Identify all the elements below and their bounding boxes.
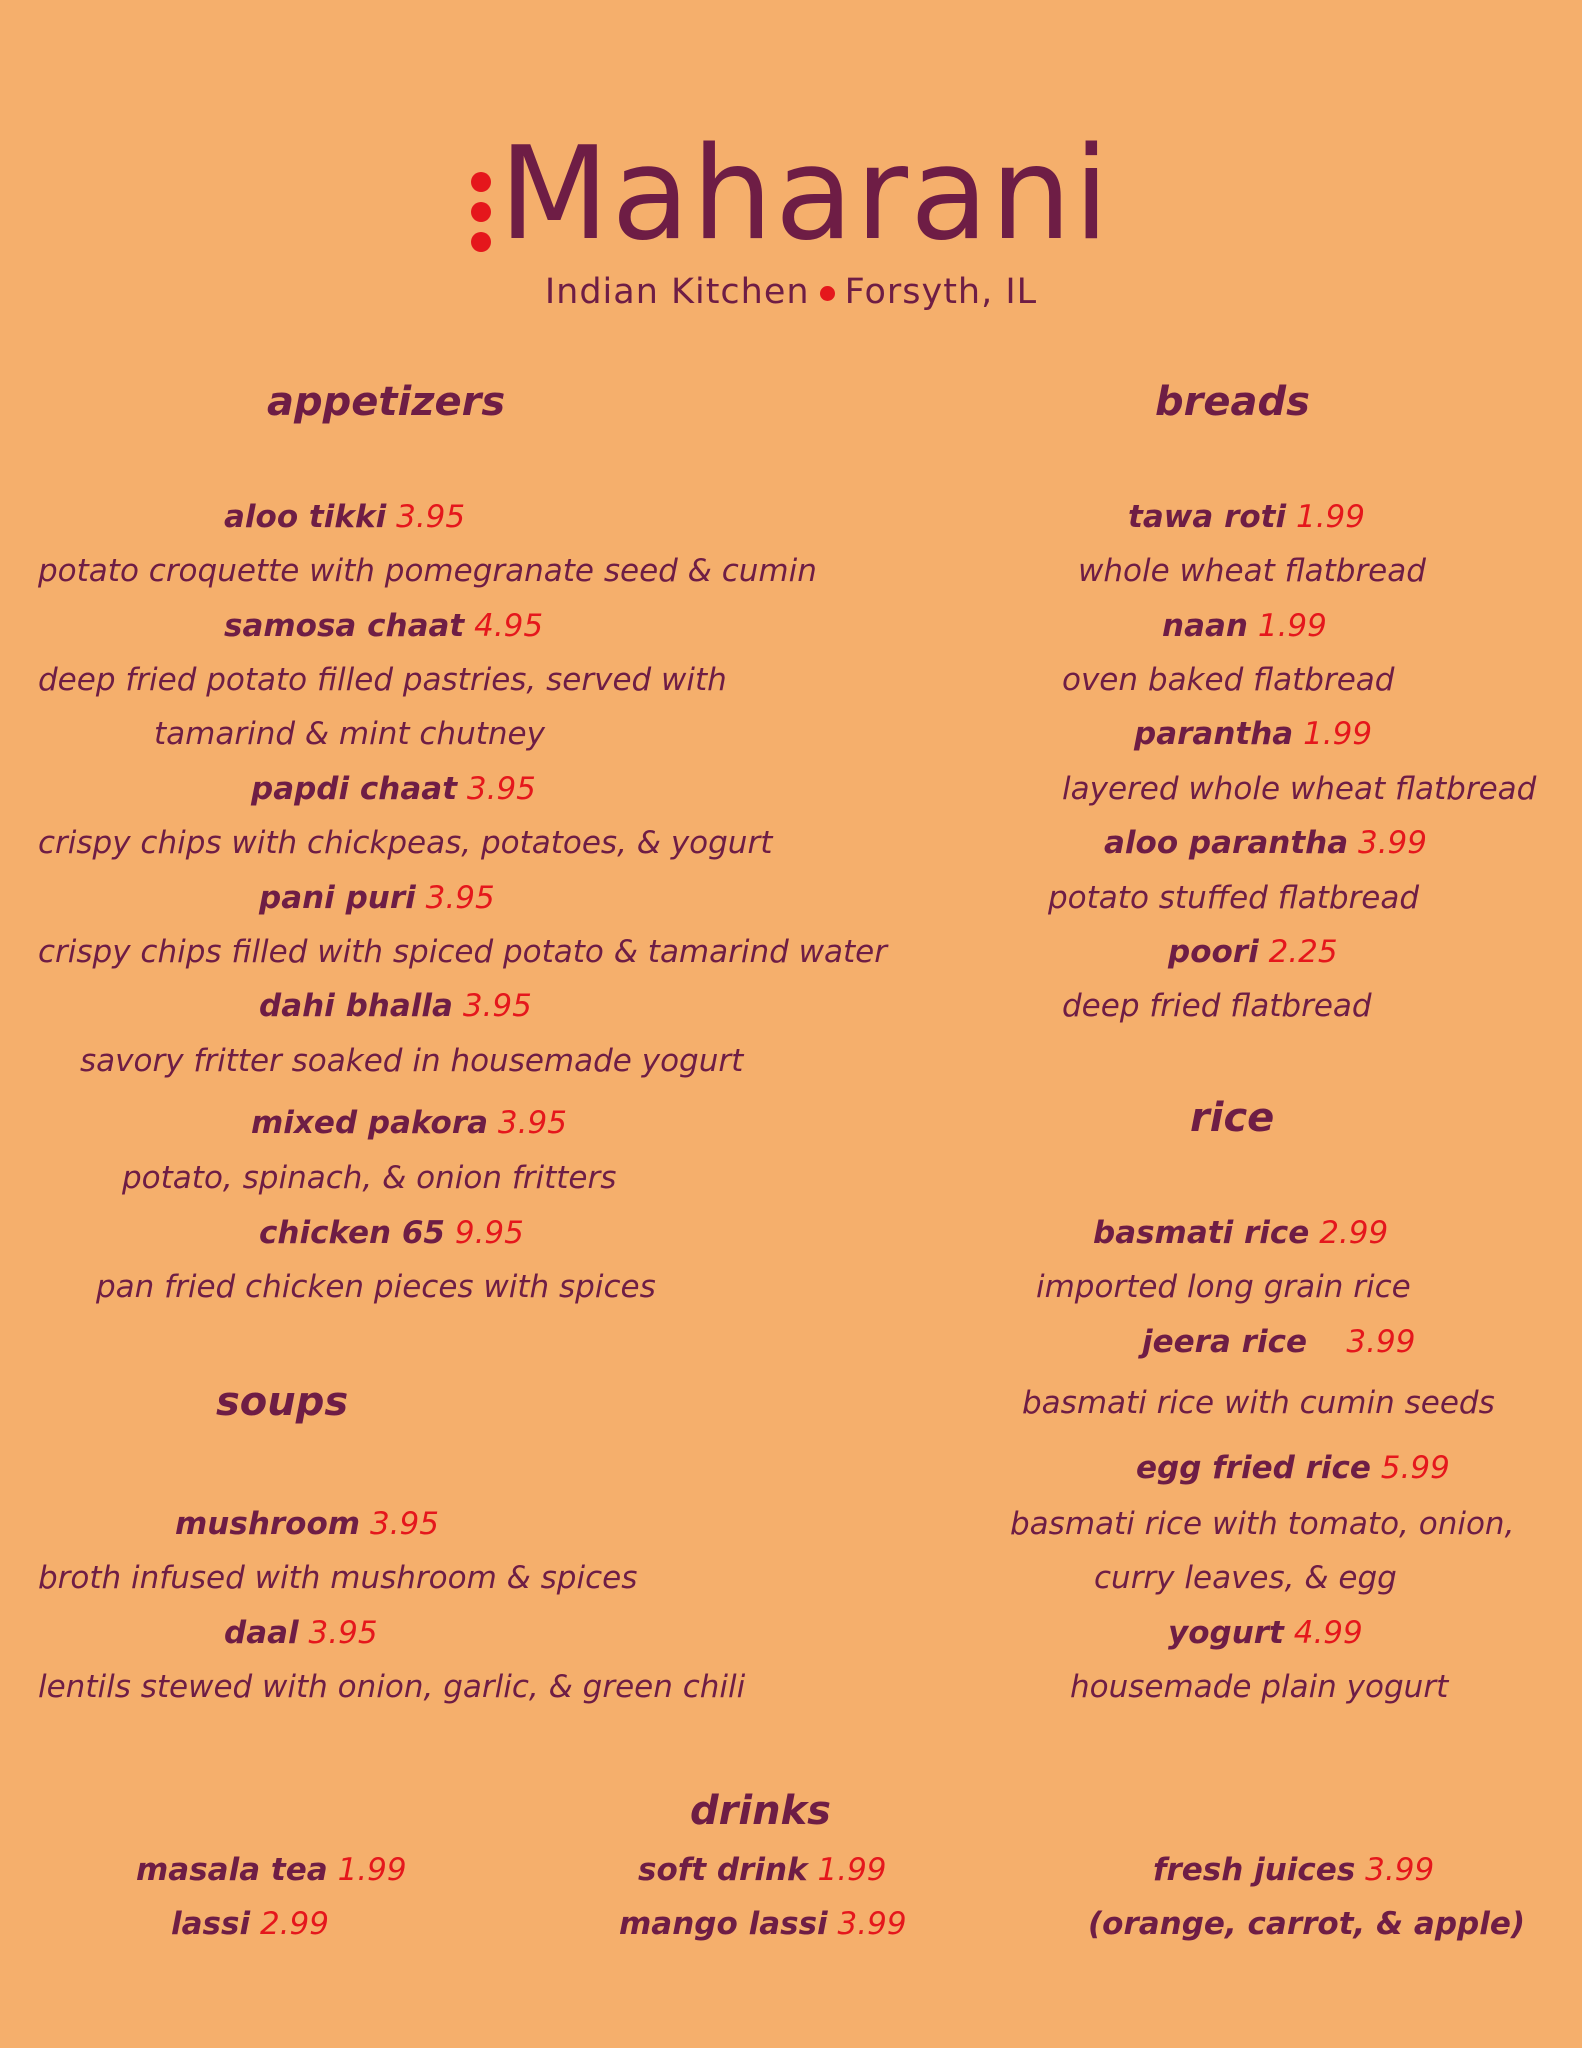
menu-item bbox=[619, 1904, 907, 1944]
item-description: crispy chips with chickpeas, potatoes, & yogurt bbox=[38, 825, 773, 861]
item-price: 3.99 bbox=[837, 1906, 907, 1942]
menu-item bbox=[224, 1613, 378, 1653]
tagline-location: Forsyth, IL bbox=[844, 272, 1038, 312]
menu-item bbox=[1104, 823, 1427, 863]
item-description: broth infused with mushroom & spices bbox=[38, 1560, 638, 1596]
breads-heading: breads bbox=[1155, 379, 1310, 425]
item-description: layered whole wheat flatbread bbox=[1062, 771, 1537, 807]
item-description: crispy chips filled with spiced potato & tamarind water bbox=[38, 934, 887, 970]
item-description: imported long grain rice bbox=[1036, 1269, 1411, 1305]
item-name: mushroom bbox=[175, 1506, 361, 1542]
item-name: chicken 65 bbox=[259, 1215, 445, 1251]
tagline-cuisine: Indian Kitchen bbox=[544, 272, 810, 312]
item-name: pani puri bbox=[259, 880, 416, 916]
item-name: naan bbox=[1162, 608, 1248, 644]
menu-item bbox=[1168, 1613, 1363, 1653]
menu-item bbox=[259, 986, 532, 1026]
menu-item bbox=[1134, 714, 1372, 754]
item-name: fresh juices bbox=[1153, 1852, 1356, 1888]
item-name: tawa roti bbox=[1128, 499, 1287, 535]
item-name: lassi bbox=[171, 1906, 251, 1942]
item-description: potato croquette with pomegranate seed & cumin bbox=[38, 553, 817, 589]
menu-item bbox=[1128, 497, 1365, 537]
rice-heading: rice bbox=[1190, 1095, 1275, 1141]
item-price: 3.95 bbox=[396, 499, 466, 535]
item-price: 2.25 bbox=[1268, 934, 1338, 970]
restaurant-name: Maharani bbox=[498, 120, 1112, 269]
item-description: deep fried potato filled pastries, served with bbox=[38, 662, 727, 698]
menu-item bbox=[1153, 1850, 1434, 1890]
item-name: mixed pakora bbox=[251, 1105, 489, 1141]
juice-flavors-note: (orange, carrot, & apple) bbox=[1088, 1906, 1526, 1942]
drinks-heading: drinks bbox=[690, 1788, 831, 1834]
item-name: poori bbox=[1168, 934, 1259, 970]
item-description: potato stuffed flatbread bbox=[1048, 880, 1420, 916]
menu-item bbox=[1093, 1213, 1388, 1253]
item-description: basmati rice with tomato, onion, bbox=[1010, 1506, 1515, 1542]
appetizers-heading: appetizers bbox=[267, 379, 506, 425]
item-price: 3.95 bbox=[425, 880, 495, 916]
item-description: housemade plain yogurt bbox=[1070, 1669, 1449, 1705]
logo-dots-icon bbox=[471, 150, 491, 250]
item-price: 2.99 bbox=[1319, 1215, 1389, 1251]
item-price: 3.95 bbox=[466, 771, 536, 807]
item-name: daal bbox=[224, 1615, 299, 1651]
item-price: 3.95 bbox=[369, 1506, 439, 1542]
item-price: 1.99 bbox=[1257, 608, 1327, 644]
menu-item bbox=[251, 769, 536, 809]
menu-item bbox=[251, 1103, 567, 1143]
item-description: savory fritter soaked in housemade yogurt bbox=[80, 1043, 744, 1079]
item-price: 1.99 bbox=[1295, 499, 1366, 535]
item-price: 1.99 bbox=[1303, 716, 1373, 752]
menu-item bbox=[638, 1850, 887, 1890]
item-name: papdi chaat bbox=[251, 771, 458, 807]
separator-dot-icon bbox=[820, 286, 835, 301]
menu-item bbox=[259, 878, 495, 918]
item-price: 3.99 bbox=[1357, 825, 1428, 861]
menu-item bbox=[1162, 606, 1327, 646]
item-name: samosa chaat bbox=[224, 608, 465, 644]
item-price: 4.99 bbox=[1293, 1615, 1363, 1651]
item-price: 5.99 bbox=[1380, 1450, 1450, 1486]
menu-item bbox=[224, 606, 543, 646]
item-description: tamarind & mint chutney bbox=[154, 716, 545, 752]
menu-item bbox=[136, 1850, 407, 1890]
item-price: 2.99 bbox=[259, 1906, 329, 1942]
item-name: basmati rice bbox=[1093, 1215, 1310, 1251]
item-name: yogurt bbox=[1168, 1615, 1284, 1651]
menu-item bbox=[175, 1504, 439, 1544]
item-description: whole wheat flatbread bbox=[1078, 553, 1426, 589]
menu-item bbox=[171, 1904, 329, 1944]
menu-item bbox=[1168, 932, 1338, 972]
item-name: mango lassi bbox=[619, 1906, 828, 1942]
item-name: parantha bbox=[1134, 716, 1294, 752]
item-price: 3.95 bbox=[497, 1105, 567, 1141]
item-name: aloo tikki bbox=[224, 499, 387, 535]
menu-item bbox=[1142, 1322, 1415, 1362]
item-description: lentils stewed with onion, garlic, & green chili bbox=[38, 1669, 746, 1705]
tagline bbox=[0, 272, 1582, 312]
item-name: dahi bhalla bbox=[259, 988, 453, 1024]
item-name: masala tea bbox=[136, 1852, 328, 1888]
menu-item bbox=[1136, 1448, 1450, 1488]
item-price: 3.95 bbox=[462, 988, 532, 1024]
item-name: aloo parantha bbox=[1104, 825, 1349, 861]
item-price: 4.95 bbox=[474, 608, 544, 644]
logo bbox=[0, 120, 1582, 270]
item-description: curry leaves, & egg bbox=[1094, 1560, 1397, 1596]
menu-item bbox=[224, 497, 465, 537]
item-price: 3.99 bbox=[1365, 1852, 1435, 1888]
soups-heading: soups bbox=[216, 1379, 349, 1425]
item-price: 1.99 bbox=[337, 1852, 407, 1888]
item-description: oven baked flatbread bbox=[1062, 662, 1395, 698]
menu-item bbox=[259, 1213, 524, 1253]
item-description: basmati rice with cumin seeds bbox=[1022, 1385, 1495, 1421]
item-name: jeera rice bbox=[1142, 1324, 1307, 1360]
item-description: pan fried chicken pieces with spices bbox=[96, 1269, 656, 1305]
item-price: 3.99 bbox=[1346, 1324, 1416, 1360]
item-price: 9.95 bbox=[454, 1215, 524, 1251]
item-price: 1.99 bbox=[817, 1852, 887, 1888]
item-description: deep fried flatbread bbox=[1062, 988, 1372, 1024]
item-description: potato, spinach, & onion fritters bbox=[122, 1160, 617, 1196]
item-name: soft drink bbox=[638, 1852, 808, 1888]
item-name: egg fried rice bbox=[1136, 1450, 1371, 1486]
item-price: 3.95 bbox=[308, 1615, 378, 1651]
